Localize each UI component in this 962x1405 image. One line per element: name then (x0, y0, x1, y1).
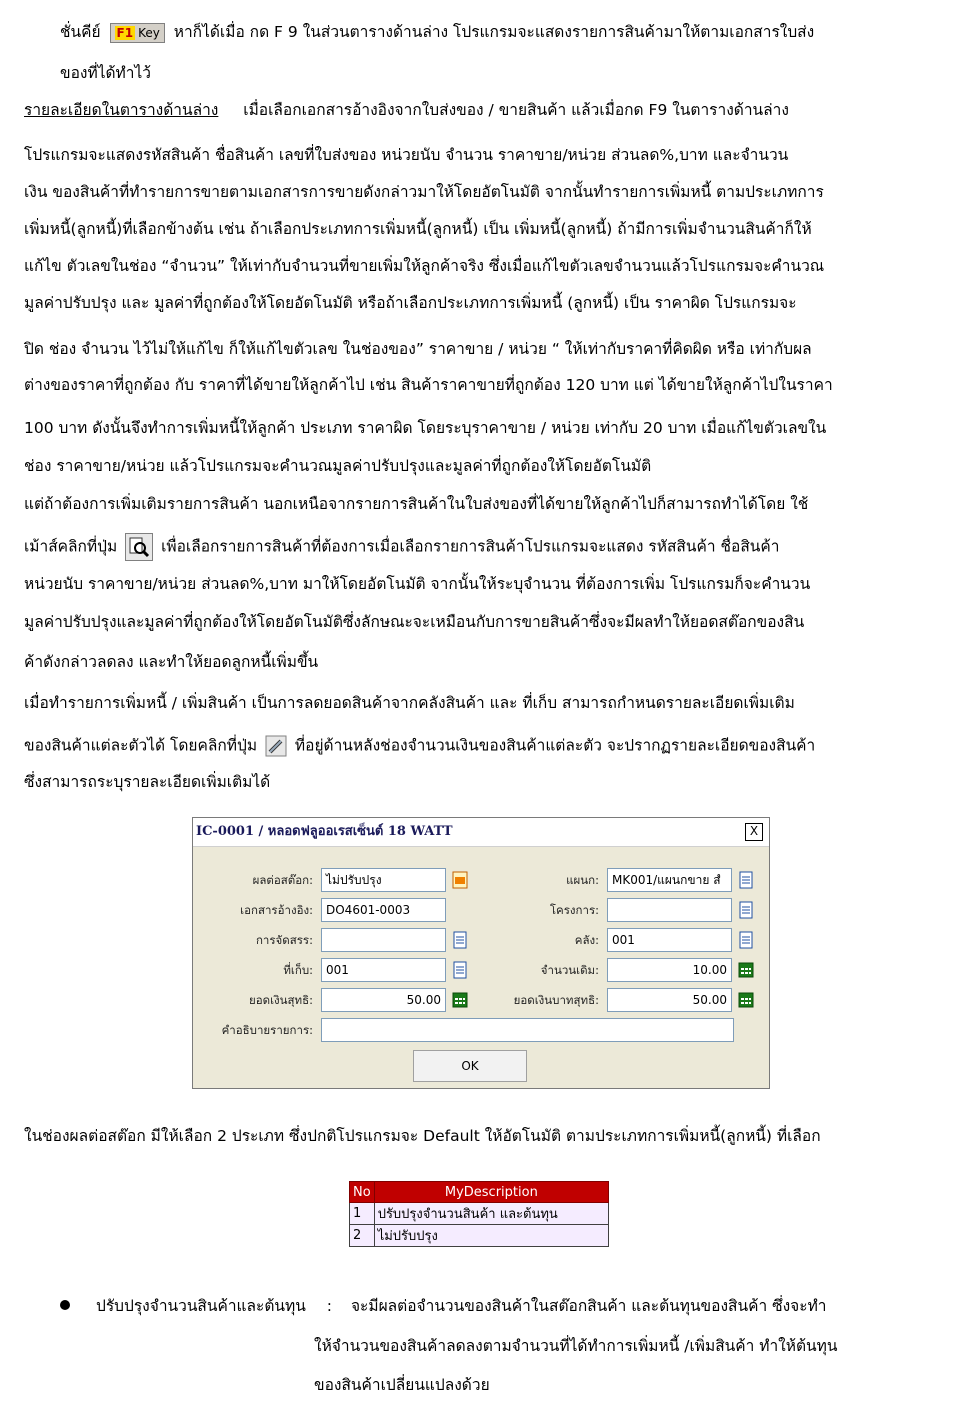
document-lookup-icon[interactable] (737, 900, 755, 920)
para2-line: ค้าดังกล่าวลดลง และทำให้ยอดลูกหนี้เพิ่มขึ้น (24, 653, 319, 671)
dropdown-list-icon[interactable] (451, 870, 469, 890)
bullet-term: ปรับปรุงจำนวนสินค้าและต้นทุน (96, 1297, 306, 1315)
item-detail-dialog (192, 817, 770, 1089)
stock-effect-field[interactable]: ไม่ปรับปรุง (321, 868, 446, 892)
project-label: โครงการ: (549, 903, 599, 917)
dept-label: แผนก: (566, 873, 599, 887)
close-icon[interactable]: X (745, 823, 763, 841)
ok-button[interactable]: OK (413, 1050, 527, 1082)
allocation-field[interactable] (321, 928, 446, 952)
storage-field[interactable]: 001 (321, 958, 446, 982)
bullet-icon (60, 1300, 70, 1310)
para2-line: มูลค่าปรับปรุงและมูลค่าที่ถูกต้องให้โดยอัตโนมัติซึ่งลักษณะจะเหมือนกับการขายสินค้าซึ่งจะมีผลทำให้ยอดสต๊อกของสิน (24, 613, 805, 631)
para1-line: ปิด ช่อง จำนวน ไว้ไม่ให้แก้ไข ก็ให้แก้ไขตัวเลข ในช่องของ” ราคาขาย / หน่วย “ ให้เท่ากับราคาที่คิดผิด หรือ เท่ากับผล (24, 340, 812, 358)
bullet-term-line (96, 1296, 827, 1316)
orig-qty-field[interactable]: 10.00 (607, 958, 732, 982)
dialog-title: IC-0001 / หลอดฟลูออเรสเซ็นต์ 18 WATT (193, 818, 769, 847)
para1-line: เพิ่มหนี้(ลูกหนี้)ที่เลือกข้างต้น เช่น ถ้าเลือกประเภทการเพิ่มหนี้(ลูกหนี้) เป็น เพิ่มหนี้(ลูกหนี้) ถ้ามีการเพิ่มจำนวนสินค้าก็ให้ (24, 220, 812, 238)
item-desc-field[interactable] (321, 1018, 734, 1042)
para2-line-2 (24, 533, 779, 561)
para1-heading: รายละเอียดในตารางด้านล่าง (24, 101, 219, 119)
ref-doc-label: เอกสารอ้างอิง: (240, 903, 313, 917)
intro-line-2: ของที่ได้ทำไว้ (60, 64, 151, 82)
calculator-icon[interactable] (451, 990, 469, 1010)
document-lookup-icon[interactable] (451, 960, 469, 980)
para2-text: เม้าส์คลิกที่ปุ่ม (24, 537, 118, 556)
para2-line-1: แต่ถ้าต้องการเพิ่มเติมรายการสินค้า นอกเหนือจากรายการสินค้าในใบส่งของที่ได้ขายให้ลูกค้าไปก็สามารถทำได้โดย ใช้ (24, 495, 809, 513)
para3-line-1: เมื่อทำรายการเพิ่มหนี้ / เพิ่มสินค้า เป็นการลดยอดสินค้าจากคลังสินค้า และ ที่เก็บ สามารถกำหนดรายละเอียดเพิ่มเติม (24, 694, 795, 712)
para1-line: 100 บาท ดังนั้นจึงทำการเพิ่มหนี้ให้ลูกค้า ประเภท ราคาผิด โดยระบุราคาขาย / หน่วย เท่ากับ 20 บาท เมื่อแก้ไขตัวเลขใน (24, 419, 827, 437)
bullet-text: จะมีผลต่อจำนวนของสินค้าในสต๊อกสินค้า และต้นทุนของสินค้า ซึ่งจะทำ (350, 1297, 827, 1315)
para1-line: ต่างของราคาที่ถูกต้อง กับ ราคาที่ได้ขายให้ลูกค้าไป เช่น สินค้าราคาขายที่ถูกต้อง 120 บาท แต่ ได้ขายให้ลูกค้าไปในราคา (24, 376, 833, 394)
para3-text-post: ที่อยู่ด้านหลังช่องจำนวนเงินของสินค้าแต่ละตัว จะปรากฏรายละเอียดของสินค้า (294, 736, 816, 755)
intro-line-1 (60, 22, 814, 43)
header-no: No (350, 1182, 375, 1203)
para1-line: ช่อง ราคาขาย/หน่วย แล้วโปรแกรมจะคำนวณมูลค่าปรับปรุงและมูลค่าที่ถูกต้องให้โดยอัตโนมัติ (24, 457, 652, 475)
intro-text: ชั่นคีย์ (60, 23, 101, 41)
f1-key-label: F1 (116, 25, 134, 40)
table-row[interactable] (350, 1203, 609, 1225)
key-label: Key (138, 25, 160, 40)
net-baht-label: ยอดเงินบาทสุทธิ: (513, 993, 599, 1007)
allocation-label: การจัดสรร: (255, 933, 313, 947)
para2-line: หน่วยนับ ราคาขาย/หน่วย ส่วนลด%,บาท มาให้โดยอัตโนมัติ จากนั้นให้ระบุจำนวน ที่ต้องการเพิ่ม โปรแกรมก็จะคำนวน (24, 575, 811, 593)
dept-field[interactable]: MK001/แผนกขาย สํ (607, 868, 732, 892)
product-search-button-icon (125, 533, 153, 561)
stock-effect-options-table (349, 1181, 609, 1247)
orig-qty-label: จำนวนเดิม: (540, 963, 599, 977)
stock-effect-label: ผลต่อสต๊อก: (252, 873, 313, 887)
para1-line: เงิน ของสินค้าที่ทำรายการขายตามเอกสารการขายดังกล่าวมาให้โดยอัตโนมัติ จากนั้นทำรายการเพิ่มหนี้ ตามประเภทการ (24, 183, 824, 201)
para1-line: โปรแกรมจะแสดงรหัสสินค้า ชื่อสินค้า เลขที่ใบส่งของ หน่วยนับ จำนวน ราคาขาย/หน่วย ส่วนลด%,บาท และจำนวน (24, 146, 789, 164)
intro-text-post: หาก็ได้เมื่อ กด F 9 ในส่วนตารางด้านล่าง โปรแกรมจะแสดงรายการสินค้ามาให้ตามเอกสารใบส่ง (173, 23, 815, 41)
bullet-sep: : (326, 1297, 333, 1315)
warehouse-field[interactable]: 001 (607, 928, 732, 952)
pencil-icon (265, 735, 287, 757)
header-description: MyDescription (374, 1182, 608, 1203)
para1-text: เมื่อเลือกเอกสารอ้างอิงจากใบส่งของ / ขายสินค้า แล้วเมื่อกด F9 ในตารางด้านล่าง (243, 101, 789, 119)
row-description: ปรับปรุงจำนวนสินค้า และต้นทุน (374, 1203, 608, 1225)
table-row[interactable] (350, 1225, 609, 1247)
f1-key-icon (110, 23, 165, 43)
bullet-line-2: ให้จำนวนของสินค้าลดลงตามจำนวนที่ได้ทำการเพิ่มหนี้ /เพิ่มสินค้า ทำให้ต้นทุน (314, 1337, 838, 1355)
table-header-row (350, 1182, 609, 1203)
calculator-icon[interactable] (737, 960, 755, 980)
ref-doc-field[interactable]: DO4601-0003 (321, 898, 446, 922)
row-no: 1 (350, 1203, 375, 1225)
row-description: ไม่ปรับปรุง (374, 1225, 608, 1247)
item-desc-label: คำอธิบายรายการ: (221, 1023, 313, 1037)
project-field[interactable] (607, 898, 732, 922)
document-lookup-icon[interactable] (737, 870, 755, 890)
stock-effect-note: ในช่องผลต่อสต๊อก มีให้เลือก 2 ประเภท ซึ่งปกติโปรแกรมจะ Default ให้อัตโนมัติ ตามประเภทการเพิ่มหนี้(ลูกหนี้) ที่เลือก (24, 1127, 821, 1145)
document-lookup-icon[interactable] (737, 930, 755, 950)
bullet-line-3: ของสินค้าเปลี่ยนแปลงด้วย (314, 1376, 490, 1394)
net-baht-field[interactable]: 50.00 (607, 988, 732, 1012)
para3-line-3: ซึ่งสามารถระบุรายละเอียดเพิ่มเติมได้ (24, 773, 271, 791)
document-lookup-icon[interactable] (451, 930, 469, 950)
warehouse-label: คลัง: (574, 933, 599, 947)
net-amount-label: ยอดเงินสุทธิ: (248, 993, 313, 1007)
para1-line: แก้ไข ตัวเลขในช่อง “จำนวน” ให้เท่ากับจำนวนที่ขายเพิ่มให้ลูกค้าจริง ซึ่งเมื่อแก้ไขตัวเลขจำนวนแล้วโปรแกรมจะคำนวณ (24, 257, 825, 275)
net-amount-field[interactable]: 50.00 (321, 988, 446, 1012)
para2-text-post: เพื่อเลือกรายการสินค้าที่ต้องการเมื่อเลือกรายการสินค้าโปรแกรมจะแสดง รหัสสินค้า ชื่อสินค้า (161, 537, 780, 556)
para1-line: มูลค่าปรับปรุง และ มูลค่าที่ถูกต้องให้โดยอัตโนมัติ หรือถ้าเลือกประเภทการเพิ่มหนี้ (ลูกหนี้) เป็น ราคาผิด โปรแกรมจะ (24, 294, 797, 312)
calculator-icon[interactable] (737, 990, 755, 1010)
para1-line-1 (24, 100, 789, 120)
storage-label: ที่เก็บ: (283, 963, 313, 977)
para3-line-2 (24, 735, 815, 757)
para3-text: ของสินค้าแต่ละตัวได้ โดยคลิกที่ปุ่ม (24, 736, 258, 755)
row-no: 2 (350, 1225, 375, 1247)
